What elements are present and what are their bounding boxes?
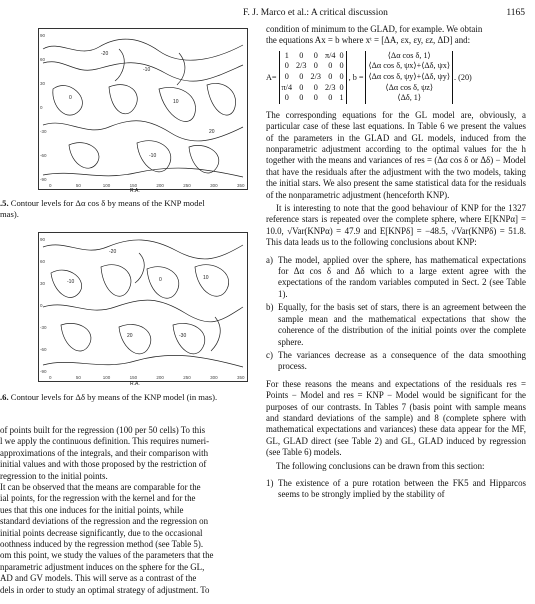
x-tick-label: 300: [210, 183, 218, 188]
contour-label: -20: [109, 249, 117, 255]
matrix-cell: 0: [313, 61, 318, 71]
x-tick-label: 150: [129, 183, 138, 188]
running-title: F. J. Marco et al.: A critical discussion: [243, 8, 388, 18]
y-tick-label: -30: [40, 325, 47, 330]
contour-label: -20: [101, 51, 109, 57]
matrix-cell: 1: [339, 93, 344, 103]
equation-number: . (20): [454, 72, 472, 82]
contour-label: 20: [209, 129, 215, 135]
fig6-xlabel: R.A.: [130, 381, 140, 387]
conclusions-list: [266, 255, 526, 373]
y-tick-label: 30: [40, 281, 46, 286]
x-tick-label: 200: [156, 375, 164, 380]
matrix-cell: 0: [313, 82, 318, 92]
vector-b-label: , b =: [348, 72, 364, 82]
matrix-cell: 0: [313, 93, 318, 103]
left-column-text: [0, 425, 262, 596]
y-tick-label: 90: [40, 237, 46, 242]
right-column: [266, 24, 526, 503]
paragraph-1: The corresponding equations for the GL model are, obviously, a particular case of these last equations. In Table 6 we present the values of the parameters in the GLAD and GL models, induced from the nonparametric adjustment according to the optimal values for the h together with the means and variances of res = (Δα cos δ or Δδ) − Model that have the residuals after the adjustment with the two models, taking the initial stars. We also present the same statistical data for the residuals of the nonparametric adjustment (henceforth KNP).: [266, 109, 526, 200]
matrix-A-label: A=: [266, 72, 277, 82]
y-tick-label: -30: [40, 129, 47, 134]
matrix-cell: 0: [339, 72, 344, 81]
y-tick-label: 0: [40, 105, 43, 110]
contour-label: 10: [203, 275, 209, 281]
fig5-caption-text: Contour levels for Δα cos δ by means of the KNP model: [10, 198, 205, 208]
left-line: dels in order to study an optimal strategy of adjustment. To: [0, 584, 210, 595]
vector-cell: ⟨Δδ, 1⟩: [397, 93, 422, 103]
contour-label: 0: [69, 95, 72, 101]
matrix-cell: 0: [328, 93, 333, 103]
matrix-cell: 0: [299, 72, 304, 81]
y-tick-label: -60: [40, 153, 47, 158]
left-line: ues that this one induces for the initial points, while: [0, 504, 184, 515]
x-tick-label: 100: [102, 183, 111, 188]
list-item: a) The model, applied over the sphere, has mathematical expectations for Δα cos δ and Δδ which to a large extent agree with the expectations of the random variables computed in Sect. 2 (see Table 1).: [266, 254, 526, 299]
fig6-caption-text: Contour levels for Δδ by means of the KNP model (in mas).: [10, 392, 218, 402]
x-tick-label: 250: [183, 183, 191, 188]
matrix-cell: 0: [284, 72, 289, 81]
fig6-caption-prefix: .6.: [0, 392, 9, 402]
matrix-cell: 2/3: [310, 72, 321, 81]
figure-6-contour-plot: [38, 232, 248, 382]
vector-cell: ⟨Δα cos δ, ψy⟩+⟨Δδ, ψy⟩: [368, 72, 451, 81]
contour-label: -10: [149, 153, 157, 159]
matrix-cell: π/4: [324, 50, 336, 60]
left-line: It can be observed that the means are comparable for the: [0, 482, 201, 493]
left-line: om this point, we study the values of the parameters that the: [0, 550, 214, 561]
vector-cell: ⟨Δα cos δ, ψz⟩: [385, 82, 434, 92]
matrix-cell: 0: [339, 82, 344, 92]
list-item: c) The variances decrease as a consequence of the data smoothing process.: [266, 349, 526, 372]
left-line: AD and GV models. This will serve as a contrast of the: [0, 573, 197, 584]
x-tick-label: 300: [210, 375, 218, 380]
page-header: [0, 8, 535, 22]
x-tick-label: 50: [75, 183, 81, 188]
contour-label: -30: [179, 333, 187, 339]
matrix-cell: 0: [284, 61, 289, 71]
y-tick-label: 30: [40, 81, 46, 86]
matrix-cell: 0: [339, 50, 344, 60]
intro-line-2: the equations Ax = b where xᵗ = [ΔA, εx, εy, εz, ΔD] and:: [266, 35, 471, 46]
matrix-cell: 0: [339, 61, 344, 71]
left-line: initial points decrease significantly, due to the occasional: [0, 527, 203, 538]
paragraph-4: The following conclusions can be drawn from this section:: [276, 460, 485, 471]
conclusions-list-2: [266, 478, 526, 501]
contour-label: 0: [159, 277, 162, 283]
figure-5-contour-plot: [38, 28, 248, 190]
x-tick-label: 0: [49, 375, 52, 380]
x-tick-label: 350: [237, 183, 245, 188]
figure-5-caption: [0, 198, 262, 220]
matrix-cell: 0: [299, 93, 304, 103]
fig5-caption-cont: mas).: [0, 209, 19, 219]
y-tick-label: 90: [40, 33, 46, 38]
paragraph-3: For these reasons the means and expectations of the residuals res = Points − Model and res = KNP − Model would be significant for the purposes of our contrasts. In Tables 7 (basis point with sample means and standard deviations of the sample) and 8 (complete sphere with mathematical expectations and variances) these data appear for the MF, GL, GLAD direct (see Table 2) and GL, GLAD induced by regression (see Table 6) models.: [266, 378, 526, 458]
matrix-cell: 2/3: [325, 82, 336, 92]
matrix-cell: 0: [299, 82, 304, 92]
x-tick-label: 200: [156, 183, 164, 188]
page-number: 1165: [506, 8, 525, 18]
intro-line-1: condition of minimum to the GLAD, for example. We obtain: [266, 24, 483, 34]
matrix-cell: 0: [299, 50, 304, 60]
matrix-cell: 0: [284, 93, 289, 103]
y-tick-label: -60: [40, 347, 47, 352]
left-line: nparametric adjustment induces on the sphere for the GL,: [0, 561, 205, 572]
x-tick-label: 350: [237, 375, 245, 380]
list-item: b) Equally, for the basis set of stars, there is an agreement between the sample mean and the mathematical expectations that show the coherence of the distribution of the initial points over the complete sphere.: [266, 302, 526, 347]
list-item: 1) The existence of a pure rotation between the FK5 and Hipparcos seems to be strongly implied by the stability of: [266, 477, 526, 500]
figure-6-caption: [0, 392, 262, 403]
contour-label: 10: [173, 99, 179, 105]
left-line: initial values and with those proposed by the restriction of: [0, 459, 207, 470]
matrix-cell: 0: [313, 50, 318, 60]
vector-cell: ⟨Δα cos δ, 1⟩: [387, 50, 431, 60]
vector-b: [365, 51, 453, 104]
x-tick-label: 150: [129, 375, 138, 380]
equation-20: [266, 51, 526, 104]
paragraph-2: It is interesting to note that the good behaviour of KNP for the 1327 reference stars is repeated over the complete sphere, where E[KNPα] = 10.0, √Var(KNPα) = 47.9 and E[KNPδ] = −48.5, √Var(KNPδ) = 51.8. This data leads us to the following conclusions about KNP:: [266, 203, 526, 248]
fig5-xlabel: R.A.: [130, 188, 140, 194]
contour-label: -10: [143, 67, 151, 73]
matrix-cell: 0: [328, 61, 333, 71]
matrix-cell: 0: [328, 72, 333, 81]
x-tick-label: 0: [49, 183, 52, 188]
matrix-A: [279, 51, 347, 104]
vector-cell: ⟨Δα cos δ, ψx⟩+⟨Δδ, ψx⟩: [368, 61, 451, 71]
left-line: oothness induced by the regression method (see Table 5).: [0, 539, 204, 550]
y-tick-label: -90: [40, 369, 47, 374]
contour-label: 20: [127, 333, 133, 339]
y-tick-label: 0: [40, 303, 43, 308]
left-line: regression to the initial points.: [0, 470, 108, 481]
matrix-cell: 1: [284, 50, 289, 60]
matrix-cell: 2/3: [296, 61, 307, 71]
y-tick-label: 60: [40, 57, 46, 62]
left-line: ial points, for the regression with the kernel and for the: [0, 493, 196, 504]
left-line: approximations of the integrals, and their comparison with: [0, 447, 209, 458]
left-line: l we apply the continuous definition. This requires numeri-: [0, 436, 210, 447]
y-tick-label: -90: [40, 177, 47, 182]
left-line: standard deviations of the regression and the regression on: [0, 516, 209, 527]
contour-label: -10: [67, 279, 75, 285]
matrix-cell: π/4: [281, 82, 293, 92]
x-tick-label: 100: [102, 375, 111, 380]
fig5-caption-prefix: .5.: [0, 198, 9, 208]
x-tick-label: 250: [183, 375, 191, 380]
x-tick-label: 50: [75, 375, 81, 380]
left-line: of points built for the regression (100 per 50 cells) To this: [0, 425, 206, 435]
y-tick-label: 60: [40, 259, 46, 264]
